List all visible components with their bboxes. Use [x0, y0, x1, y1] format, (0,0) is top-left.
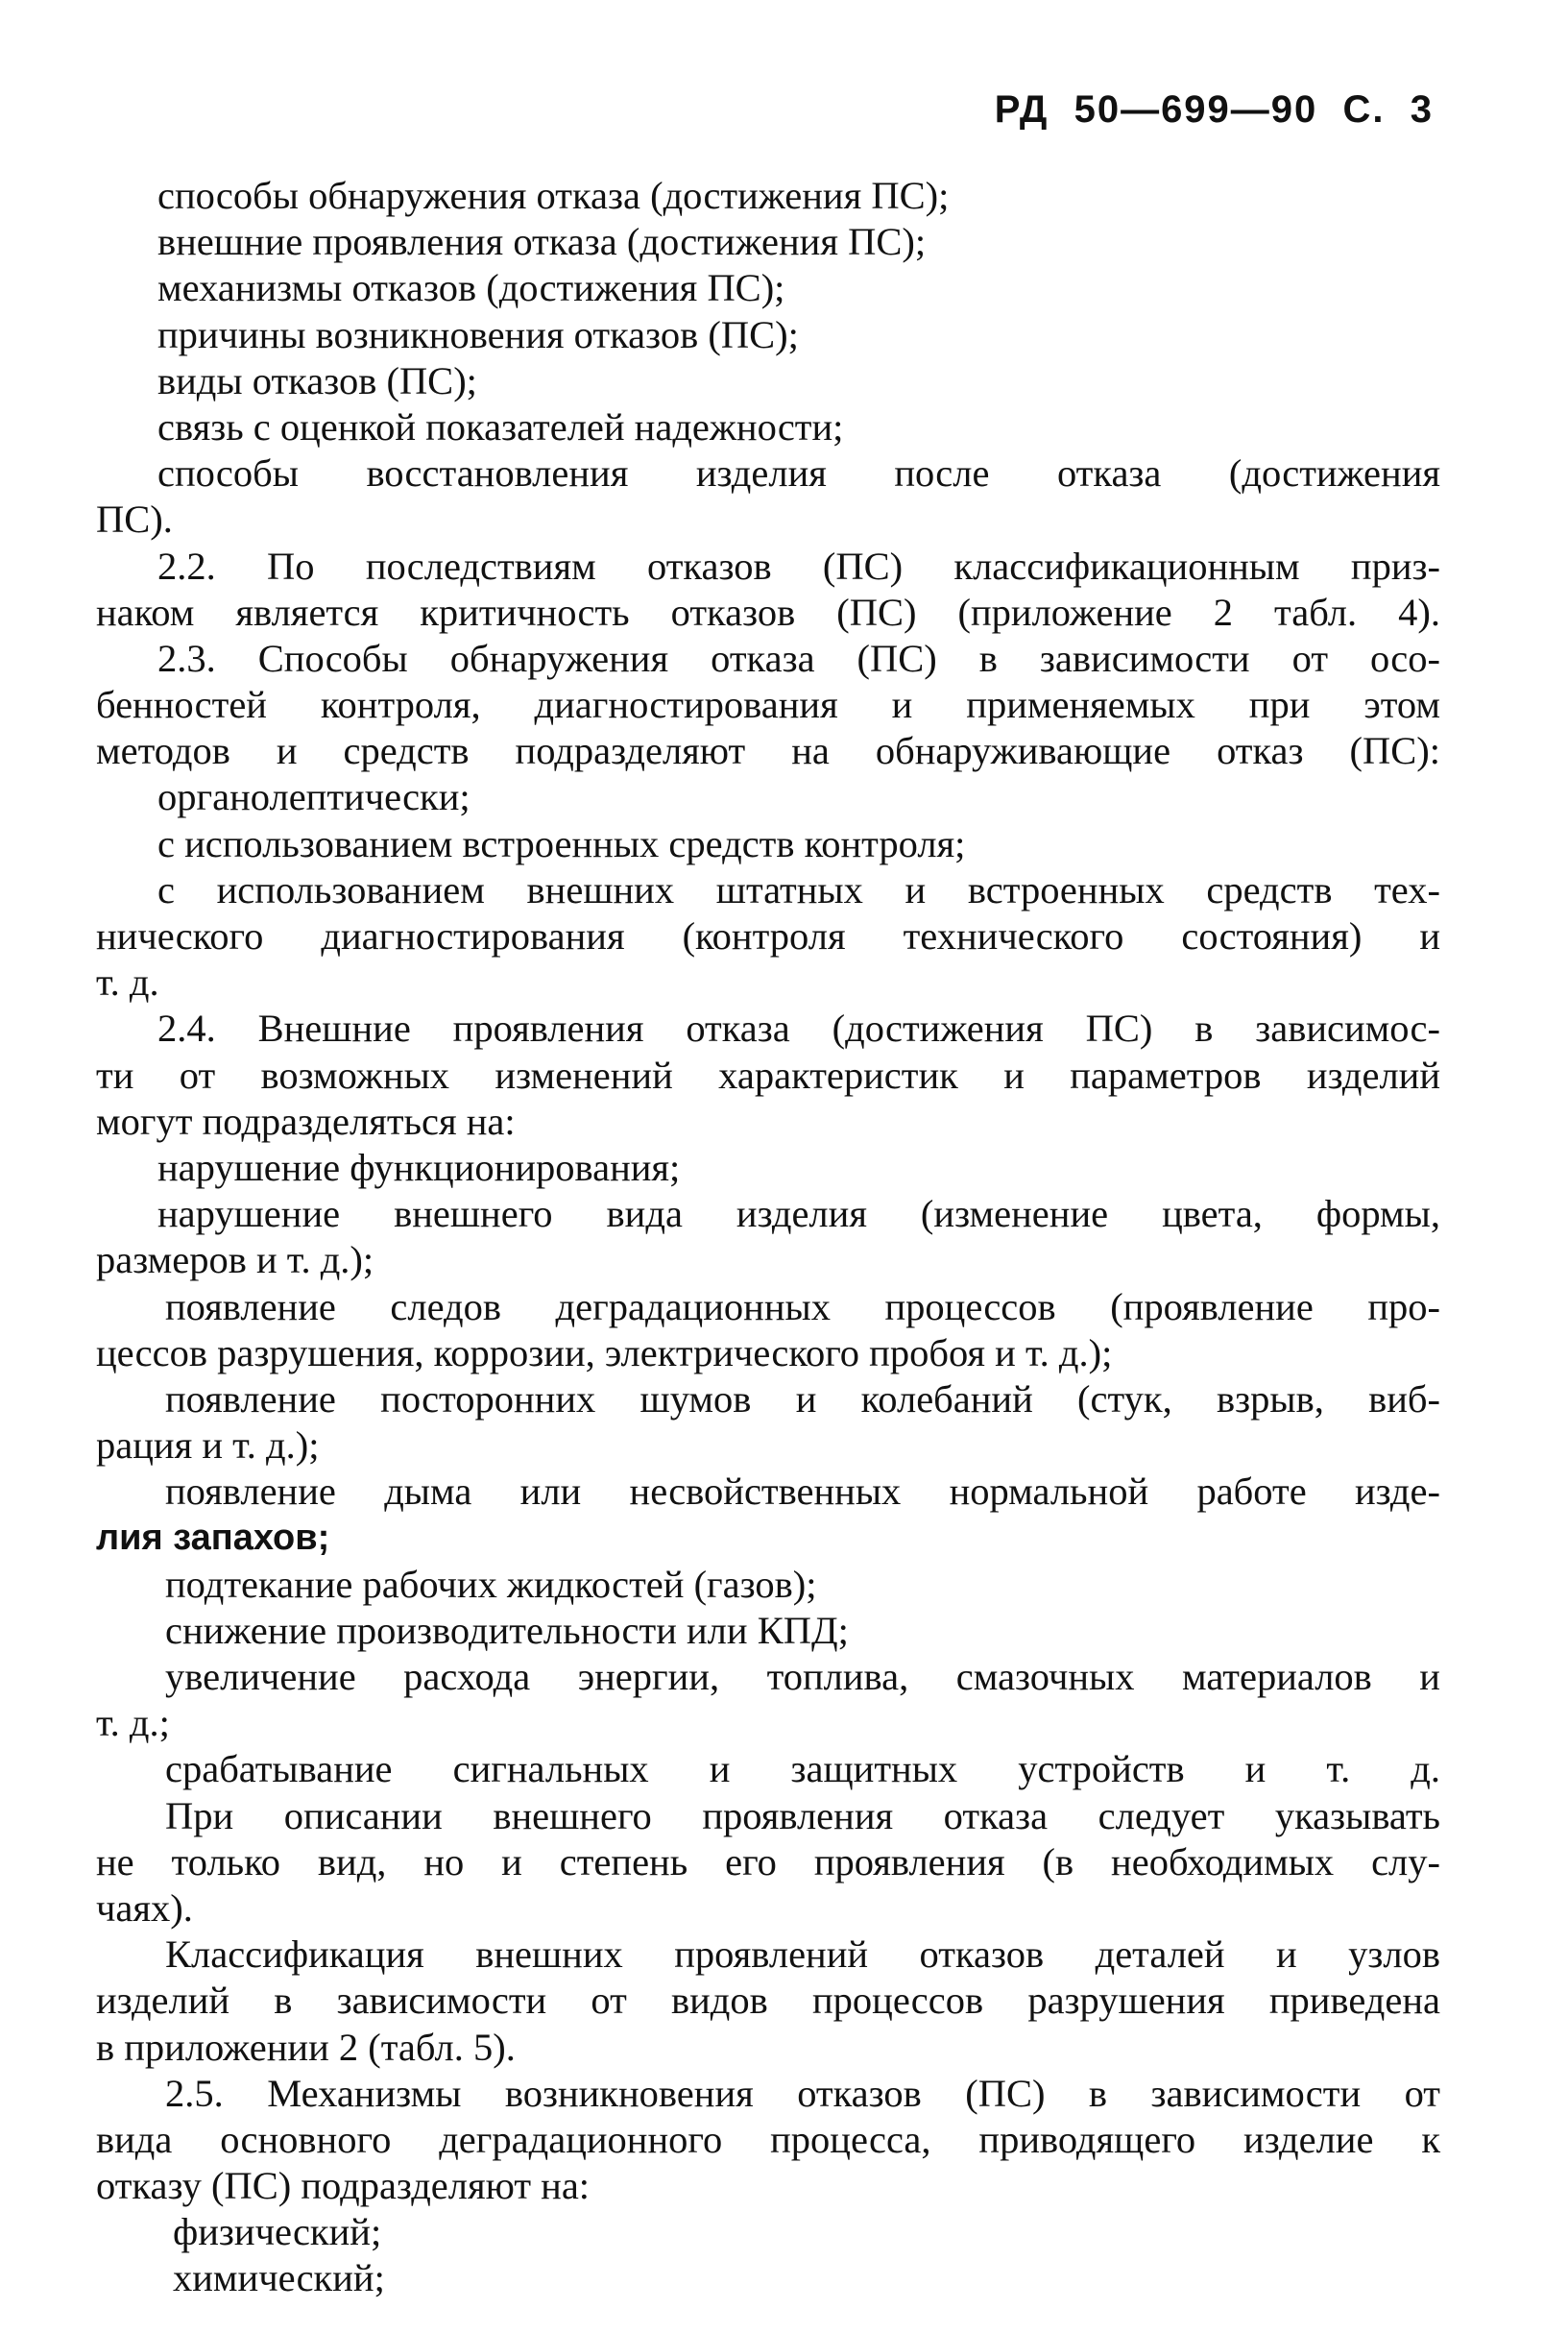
text-line: способы обнаружения отказа (достижения ПС); — [157, 174, 950, 217]
text-line: появление посторонних шумов и колебаний (стук, взрыв, виб- — [165, 1376, 1440, 1421]
text-line: размеров и т. д.); — [96, 1238, 374, 1282]
text-line: в приложении 2 (табл. 5). — [96, 2025, 516, 2069]
text-line: внешние проявления отказа (достижения ПС); — [157, 220, 927, 264]
text-line: чаях). — [96, 1885, 193, 1930]
page-header: РД 50—699—90 С. 3 — [994, 88, 1434, 131]
text-line: цессов разрушения, коррозии, электрического пробоя и т. д.); — [96, 1330, 1113, 1374]
text-line: виды отказов (ПС); — [157, 358, 477, 402]
text-line: органолептически; — [157, 775, 470, 819]
text-line: причины возникновения отказов (ПС); — [157, 312, 799, 356]
text-line: методов и средств подразделяют на обнаруживающие отказ (ПС): — [96, 729, 1440, 773]
text-line: отказу (ПС) подразделяют на: — [96, 2164, 591, 2208]
text-line: не только вид, но и степень его проявления (в необходимых слу- — [96, 1839, 1440, 1883]
text-line: При описании внешнего проявления отказа следует указывать — [165, 1793, 1440, 1837]
text-line: появление следов деградационных процессов (проявление про- — [165, 1284, 1440, 1328]
text-line: 2.3. Способы обнаружения отказа (ПС) в зависимости от осо- — [157, 636, 1440, 680]
text-line: подтекание рабочих жидкостей (газов); — [165, 1562, 817, 1606]
text-line: срабатывание сигнальных и защитных устройств и т. д. — [165, 1747, 1440, 1791]
text-line: 2.2. По последствиям отказов (ПС) классификационным приз- — [157, 544, 1440, 588]
text-line: с использованием встроенных средств контроля; — [157, 821, 966, 865]
text-line: способы восстановления изделия после отказа (достижения — [157, 451, 1440, 496]
text-line: ти от возможных изменений характеристик и параметров изделий — [96, 1053, 1440, 1097]
text-line: увеличение расхода энергии, топлива, смазочных материалов и — [165, 1655, 1440, 1698]
text-line: ПС). — [96, 498, 173, 542]
text-line: изделий в зависимости от видов процессов разрушения приведена — [96, 1979, 1440, 2023]
text-line: 2.5. Механизмы возникновения отказов (ПС) в зависимости от — [165, 2071, 1440, 2115]
text-line: физический; — [173, 2210, 382, 2254]
document-body — [96, 173, 1440, 2302]
text-line: нического диагностирования (контроля технического состояния) и — [96, 914, 1440, 958]
text-line: нарушение функционирования; — [157, 1145, 681, 1189]
text-line: снижение производительности или КПД; — [165, 1608, 849, 1652]
text-line: нарушение внешнего вида изделия (изменение цвета, формы, — [157, 1192, 1440, 1236]
text-line: наком является критичность отказов (ПС) (приложение 2 табл. 4). — [96, 590, 1440, 634]
text-line: т. д.; — [96, 1701, 170, 1745]
text-line: механизмы отказов (достижения ПС); — [157, 266, 785, 310]
text-line: рация и т. д.); — [96, 1423, 320, 1468]
text-line: т. д. — [96, 960, 159, 1005]
text-line: Классификация внешних проявлений отказов деталей и узлов — [165, 1932, 1440, 1977]
text-line: появление дыма или несвойственных нормальной работе изде- — [165, 1470, 1440, 1514]
text-line: 2.4. Внешние проявления отказа (достижения ПС) в зависимос- — [157, 1007, 1440, 1051]
text-line: бенностей контроля, диагностирования и применяемых при этом — [96, 683, 1440, 727]
text-line: химический; — [173, 2256, 385, 2300]
text-line: с использованием внешних штатных и встроенных средств тех- — [157, 867, 1440, 911]
text-line: связь с оценкой показателей надежности; — [157, 404, 844, 449]
text-line: вида основного деградационного процесса, приводящего изделие к — [96, 2117, 1440, 2161]
text-line: могут подразделяться на: — [96, 1099, 516, 1143]
text-line: лия запахов; — [96, 1518, 330, 1559]
